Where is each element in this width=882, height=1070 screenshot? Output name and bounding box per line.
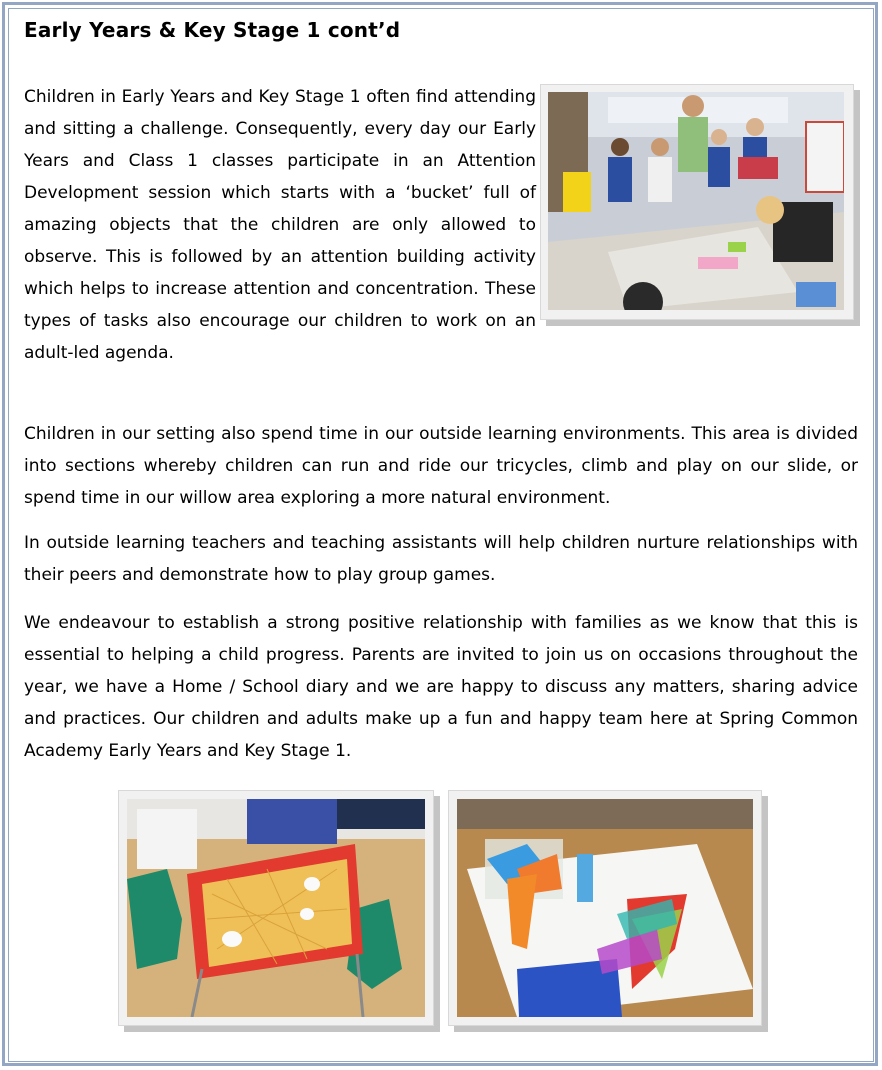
paragraph-outside-learning: Children in our setting also spend time in our outside learning environments. This area is divided into sections whereby children can run and ride our tricycles, climb and play on our slide, or spend time in our willow area exploring a more natural environment. <box>24 424 858 508</box>
photo-classroom-activity <box>540 84 854 320</box>
photo-spaghetti-tray <box>118 790 434 1026</box>
paragraph-families: We endeavour to establish a strong positive relationship with families as we know that this is essential to helping a child progress. Parents are invited to join us on occasions throughout the year, we have a Home / School diary and we are happy to discuss any matters, sharing advice and practices. Our children and adults make up a fun and happy team here at Spring Common Academy Early Years and Key Stage 1. <box>24 613 858 761</box>
page-title: Early Years & Key Stage 1 cont’d <box>24 18 401 42</box>
paragraph-relationships: In outside learning teachers and teaching assistants will help children nurture relationships with their peers and demonstrate how to play group games. <box>24 533 858 585</box>
paragraph-attention-development: Children in Early Years and Key Stage 1 often find attending and sitting a challenge. Consequently, every day our Early Years and Class 1 classes participate in an Attention Development session which starts with a ‘bucket’ full of amazing objects that the children are only allowed to observe. This is followed by an attention building activity which helps to increase attention and concentration. These types of tasks also encourage our children to work on an adult-led agenda. <box>24 87 536 363</box>
photo-tissue-paper-art <box>448 790 762 1026</box>
